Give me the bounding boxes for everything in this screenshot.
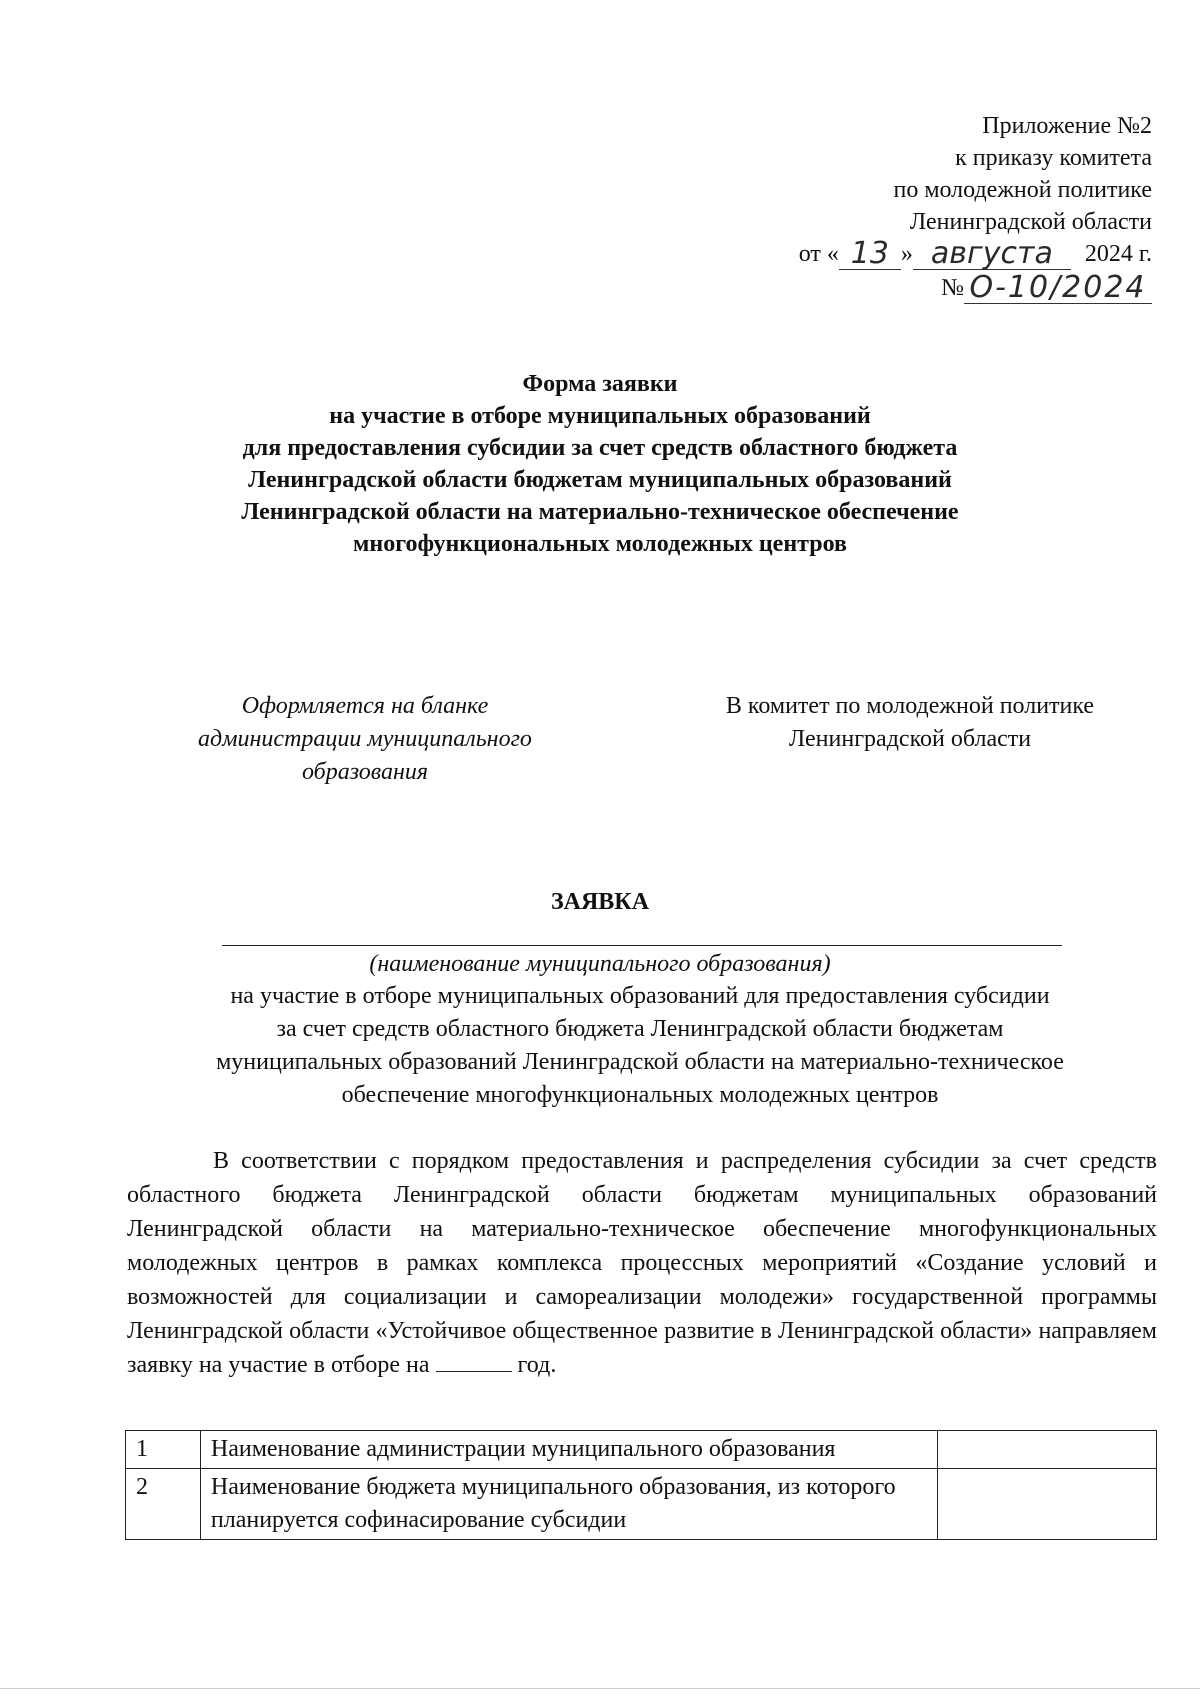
form-title-line-1: Форма заявки — [522, 371, 678, 397]
application-heading: ЗАЯВКА — [550, 889, 650, 915]
header-line-3: по молодежной политике — [893, 177, 1152, 203]
row-value — [938, 1431, 1157, 1469]
recipient-line-1: В комитет по молодежной политике — [725, 693, 1095, 719]
application-table — [125, 1430, 1157, 1540]
form-title-line-2: на участие в отборе муниципальных образований — [329, 403, 871, 429]
letterhead-note-line-2: администрации муниципального — [198, 726, 532, 752]
body-paragraph — [127, 1144, 1157, 1382]
subtitle-line-1: на участие в отборе муниципальных образований для предоставления субсидии — [230, 983, 1050, 1009]
form-title-line-6: многофункциональных молодежных центров — [353, 531, 847, 557]
appendix-header — [632, 110, 1152, 304]
handwritten-day: 13 — [839, 239, 901, 270]
number-prefix: № — [941, 275, 964, 301]
subtitle-line-2: за счет средств областного бюджета Ленинградской области бюджетам — [276, 1016, 1004, 1042]
subtitle-line-3: муниципальных образований Ленинградской области на материально-техническое — [216, 1049, 1064, 1075]
body-text: В соответствии с порядком предоставления и распределения субсидии за счет средств областного бюджета Ленинградской области бюджетам муниципальных образований Ленинградской области на материально-техническое обеспечение многофункциональных молодежных центров в рамках комплекса процессных мероприятий «Создание условий и возможностей для социализации и самореализации молодежи» государственной программы Ленинградской области «Устойчивое общественное развитие в Ленинградской области» направляем заявку на участие в отборе на — [127, 1148, 1157, 1378]
date-mid: » — [900, 241, 913, 267]
form-title-line-4: Ленинградской области бюджетам муниципальных образований — [248, 467, 952, 493]
year-blank-field — [436, 1349, 512, 1372]
body-text-end: год. — [517, 1352, 557, 1378]
date-year: 2024 г. — [1084, 241, 1152, 267]
recipient-line-2: Ленинградской области — [788, 726, 1032, 752]
subtitle-line-4: обеспечение многофункциональных молодежных центров — [341, 1082, 939, 1108]
municipality-name-underline — [222, 945, 1062, 946]
header-line-4: Ленинградской области — [909, 209, 1152, 235]
letterhead-note — [150, 690, 580, 789]
header-line-2: к приказу комитета — [955, 145, 1152, 171]
order-number-line — [632, 272, 1152, 304]
handwritten-order-number: О-10/2024 — [964, 273, 1152, 304]
municipality-name-caption: (наименование муниципального образования) — [369, 951, 831, 977]
letterhead-note-line-3: образования — [301, 759, 429, 785]
order-date-line — [632, 238, 1152, 270]
row-label: Наименование бюджета муниципального образования, из которого планируется софинасирование субсидии — [200, 1469, 938, 1540]
form-title-line-5: Ленинградской области на материально-техническое обеспечение — [241, 499, 959, 525]
row-number: 1 — [126, 1431, 201, 1469]
row-value — [938, 1469, 1157, 1540]
application-subtitle — [130, 980, 1150, 1112]
header-line-1: Приложение №2 — [982, 113, 1152, 139]
date-prefix: от « — [798, 241, 839, 267]
form-title — [140, 368, 1060, 560]
row-number: 2 — [126, 1469, 201, 1540]
table-row — [126, 1431, 1157, 1469]
table-row — [126, 1469, 1157, 1540]
form-title-line-3: для предоставления субсидии за счет средств областного бюджета — [242, 435, 958, 461]
letterhead-note-line-1: Оформляется на бланке — [241, 693, 489, 719]
recipient-address — [670, 690, 1150, 756]
page-bottom-edge — [0, 1688, 1200, 1689]
handwritten-month: августа — [913, 239, 1071, 270]
row-label: Наименование администрации муниципального образования — [200, 1431, 938, 1469]
